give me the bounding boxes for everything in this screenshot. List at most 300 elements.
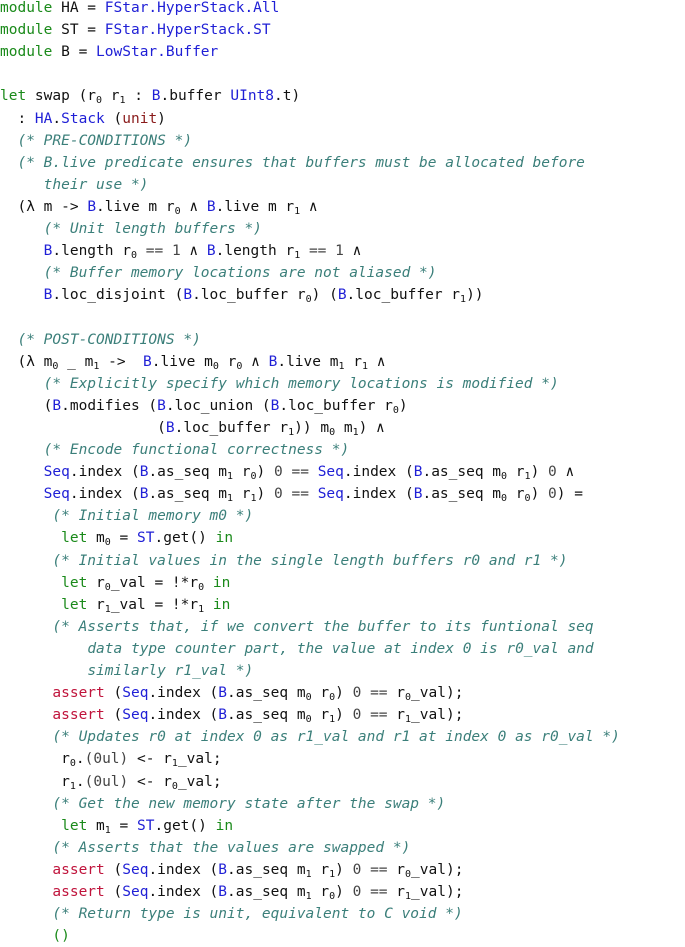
code-token (0, 508, 52, 524)
code-token: m (335, 419, 353, 436)
code-token: .as_seq m (227, 707, 306, 724)
code-token: m (87, 530, 105, 547)
code-token (0, 663, 87, 679)
code-token: .loc_buffer r (192, 287, 306, 304)
code-subscript: 0 (96, 95, 103, 107)
code-line (0, 439, 349, 461)
code-token: module (0, 44, 53, 61)
code-line (0, 793, 445, 815)
code-line (0, 682, 463, 704)
code-line (0, 461, 574, 483)
code-token: FStar.HyperStack.ST (104, 22, 271, 39)
code-token: _val); (411, 861, 464, 878)
code-token: B (52, 397, 62, 414)
code-subscript: 1 (405, 714, 412, 726)
code-token: .as_seq m (422, 486, 502, 503)
code-token: .index ( (343, 464, 414, 481)
code-token: ( (104, 110, 123, 127)
code-line (0, 108, 166, 130)
code-line (0, 505, 253, 527)
code-token (326, 243, 335, 259)
code-token: ∧ (367, 353, 386, 370)
code-token (0, 862, 52, 878)
code-subscript: 0 (329, 426, 336, 438)
code-token: B (143, 353, 152, 370)
code-subscript: 0 (501, 493, 508, 505)
code-token: assert (52, 685, 105, 702)
code-subscript: 1 (93, 360, 100, 372)
code-token: .live m (151, 353, 213, 370)
code-subscript: 1 (119, 95, 126, 107)
code-subscript: 0 (130, 250, 137, 262)
code-token (0, 928, 52, 944)
code-subscript: 0 (305, 714, 312, 726)
code-token: unit (122, 110, 158, 127)
code-token (361, 707, 370, 723)
code-token: .as_seq m (148, 486, 228, 503)
code-token (0, 597, 61, 613)
code-token: )) (466, 287, 484, 304)
code-subscript: 0 (305, 294, 312, 306)
code-token: .index ( (69, 486, 140, 503)
code-comment: (* B.live predicate ensures that buffers must be allocated before (17, 154, 585, 171)
code-token: Seq (122, 884, 149, 900)
code-subscript: 0 (198, 581, 205, 593)
code-token: in (215, 530, 234, 547)
code-token: ) (530, 464, 549, 481)
code-token (0, 155, 17, 171)
code-token (137, 243, 146, 259)
code-token: == (370, 685, 388, 702)
code-line (0, 903, 463, 925)
code-token (0, 840, 52, 856)
code-token: (0ul) (84, 773, 129, 790)
code-token: . (52, 110, 62, 127)
code-token (0, 265, 44, 281)
code-line (0, 0, 279, 19)
code-token: let (61, 817, 88, 834)
code-line (0, 262, 437, 284)
code-token (0, 332, 17, 348)
code-subscript: 1 (329, 714, 336, 726)
code-token: -> (99, 353, 144, 370)
code-subscript: 0 (236, 360, 243, 372)
code-line (0, 881, 463, 903)
code-subscript: 1 (104, 824, 111, 836)
code-token: ( (0, 397, 53, 414)
code-token (204, 597, 213, 613)
code-token: .index ( (343, 486, 414, 503)
code-token: _ m (58, 353, 94, 370)
code-comment: (* Unit length buffers *) (43, 221, 262, 237)
code-comment: (* Initial memory m0 *) (52, 508, 254, 525)
code-line (0, 218, 262, 240)
code-comment: (* Buffer memory locations are not aliased *) (43, 265, 437, 282)
code-token: B (206, 198, 216, 215)
code-token: LowStar.Buffer (96, 44, 219, 61)
code-comment: (* POST-CONDITIONS *) (17, 331, 201, 348)
code-token: HA = (52, 0, 105, 16)
code-comment: data type counter part, the value at index 0 is r0_val and (87, 640, 594, 657)
code-token: == (291, 464, 309, 481)
code-line (0, 594, 230, 616)
code-subscript: 1 (352, 426, 359, 438)
code-line (0, 174, 148, 196)
code-comment: (* PRE-CONDITIONS *) (17, 132, 193, 149)
code-subscript: 0 (392, 404, 399, 416)
code-token (0, 685, 52, 701)
code-token (0, 486, 44, 502)
code-subscript: 1 (69, 780, 76, 792)
code-subscript: 0 (171, 780, 178, 792)
code-token: ) = (556, 486, 583, 503)
code-comment: (* Initial values in the single length buffers r0 and r1 *) (52, 552, 568, 569)
code-token: in (212, 596, 231, 613)
code-token: B (413, 464, 423, 481)
code-line (0, 572, 230, 594)
code-token: B = (52, 44, 97, 61)
code-token: assert (52, 861, 105, 878)
code-token: B (139, 486, 149, 503)
code-subscript: 0 (104, 581, 111, 593)
code-token: .length r (52, 243, 131, 260)
code-token: _val; (177, 773, 222, 790)
code-token: Seq (122, 707, 149, 724)
code-token: r (344, 353, 362, 370)
code-token: _val); (411, 685, 464, 702)
code-token (0, 287, 44, 303)
code-token (0, 729, 52, 745)
code-token (0, 177, 44, 193)
code-line (0, 837, 410, 859)
code-subscript: 1 (524, 471, 531, 483)
code-token: = (110, 530, 138, 547)
code-line (0, 859, 463, 881)
code-line (0, 771, 222, 793)
code-token: ∧ (180, 243, 207, 260)
code-token: 0 (548, 464, 557, 481)
code-token: FStar.HyperStack.All (104, 0, 280, 16)
code-token: ( (104, 884, 123, 900)
code-token: ( (0, 419, 166, 436)
code-token: .as_seq m (227, 884, 306, 900)
code-token: == (370, 884, 388, 900)
code-comment: (* Encode functional correctness *) (43, 442, 350, 458)
code-token (0, 796, 52, 812)
code-token (361, 685, 370, 701)
code-token: (λ m -> (0, 198, 88, 215)
code-token: ) (530, 486, 549, 503)
code-token: ST (137, 530, 155, 547)
code-token: B (165, 419, 175, 436)
code-line (0, 704, 463, 726)
code-token: ST = (52, 22, 105, 39)
code-token: r (0, 773, 70, 790)
code-subscript: 1 (294, 250, 301, 262)
code-token: ) (335, 884, 353, 900)
code-token: == (291, 486, 309, 503)
code-subscript: 0 (104, 537, 111, 549)
code-subscript: 1 (329, 868, 336, 880)
code-token: ) (335, 707, 353, 724)
code-token: module (0, 22, 53, 39)
code-token: _val); (411, 707, 464, 724)
code-token (309, 464, 318, 480)
code-subscript: 1 (305, 868, 312, 880)
code-token (309, 486, 318, 502)
code-subscript: 0 (329, 692, 336, 704)
code-token: B (87, 198, 97, 215)
code-token: m (87, 817, 105, 834)
code-token: ) (335, 685, 353, 702)
code-line (0, 329, 201, 351)
code-token: == (370, 861, 388, 878)
code-comment: their use *) (43, 176, 149, 193)
code-token (0, 575, 61, 591)
code-token: B (206, 243, 216, 260)
code-token: r (233, 464, 251, 481)
code-token: _val = !*r (110, 574, 199, 591)
code-token: ) (256, 486, 275, 503)
code-token: . (75, 773, 85, 790)
code-token: r (387, 685, 406, 702)
code-subscript: 0 (212, 360, 219, 372)
code-token: assert (52, 884, 105, 900)
code-line (0, 616, 594, 638)
code-subscript: 0 (69, 758, 76, 770)
code-token (0, 464, 44, 480)
code-token: B (218, 884, 228, 900)
code-subscript: 0 (329, 891, 336, 902)
code-token (0, 818, 61, 834)
code-subscript: 1 (227, 471, 234, 483)
code-token: ( (104, 685, 123, 702)
code-line (0, 395, 408, 417)
code-token: Seq (317, 464, 344, 481)
code-subscript: 0 (501, 471, 508, 483)
code-token: B (43, 287, 53, 304)
code-token: .index ( (148, 685, 219, 702)
code-token: let (61, 596, 88, 613)
code-line (0, 85, 300, 107)
code-token: B (268, 353, 278, 370)
code-token: r (507, 464, 525, 481)
code-token (163, 243, 172, 259)
code-token: B (218, 707, 228, 724)
code-token: r (218, 353, 237, 370)
code-token: 0 (352, 707, 362, 724)
code-token (361, 862, 370, 878)
code-token: == (145, 243, 164, 260)
code-token: ( (104, 861, 123, 878)
code-token: .get() (154, 530, 216, 547)
code-token: Seq (122, 685, 149, 702)
code-token (0, 243, 44, 259)
code-token (0, 619, 52, 635)
code-subscript: 1 (305, 891, 312, 902)
code-token: .loc_disjoint ( (52, 287, 184, 304)
code-token (300, 243, 309, 259)
code-token: )) m (294, 419, 330, 436)
code-comment: (* Get the new memory state after the swap *) (52, 795, 446, 812)
code-token: r (87, 574, 105, 591)
code-token: B (218, 685, 228, 702)
code-line (0, 373, 559, 395)
code-token: .as_seq m (227, 861, 306, 878)
code-token: .index ( (148, 707, 219, 724)
code-token: B (157, 397, 166, 414)
code-token: Seq (122, 861, 149, 878)
code-line (0, 152, 585, 174)
code-subscript: 1 (250, 493, 257, 505)
code-token (0, 221, 44, 237)
code-token: assert (52, 707, 105, 724)
code-token: .t) (274, 88, 301, 105)
code-line (0, 925, 70, 947)
code-token: 0 (352, 685, 362, 702)
code-token: ST (137, 817, 155, 834)
code-token: ) ( (311, 287, 338, 304)
code-token: .index ( (148, 861, 219, 878)
code-token: .loc_buffer r (279, 397, 393, 414)
code-line (0, 19, 271, 41)
code-token: .length r (215, 243, 295, 260)
code-token: 1 (171, 243, 181, 260)
code-token: B (43, 243, 53, 260)
code-subscript: 1 (405, 891, 412, 902)
code-token: .index ( (69, 464, 140, 481)
code-token: . (75, 751, 85, 768)
code-line (0, 660, 253, 682)
code-subscript: 0 (52, 360, 59, 372)
code-token (0, 906, 52, 922)
code-token: r (387, 884, 406, 900)
code-token (0, 133, 17, 149)
code-subscript: 0 (174, 205, 181, 217)
code-token: _val = !*r (110, 596, 199, 613)
code-token (0, 884, 52, 900)
code-token: ( (104, 707, 123, 724)
code-token (0, 553, 52, 569)
code-subscript: 0 (250, 471, 257, 483)
code-token: _val); (411, 884, 464, 900)
code-token: B (270, 397, 280, 414)
code-token: ) (335, 861, 353, 878)
code-subscript: 1 (104, 603, 111, 615)
code-token: B (139, 464, 149, 481)
code-token: .as_seq m (227, 685, 306, 702)
code-token: .live m r (215, 198, 295, 215)
code-token: .loc_union ( (165, 397, 271, 414)
code-token: r (233, 486, 251, 503)
code-subscript: 0 (524, 493, 531, 505)
code-comment: similarly r1_val *) (87, 663, 254, 679)
code-token: ∧ (556, 464, 575, 481)
code-line (0, 196, 318, 218)
code-subscript: 0 (305, 692, 312, 704)
code-comment: (* Return type is unit, equivalent to C void *) (52, 906, 463, 923)
code-line (0, 726, 620, 748)
code-subscript: 0 (405, 868, 412, 880)
code-token: 0 (274, 464, 283, 481)
code-token (0, 641, 87, 657)
code-subscript: 1 (171, 758, 178, 770)
code-line (0, 748, 222, 770)
code-token: .as_seq m (422, 464, 502, 481)
code-token: B (183, 287, 193, 304)
code-subscript: 1 (294, 205, 301, 217)
code-token: 0 (274, 486, 283, 503)
code-token (0, 376, 44, 392)
code-subscript: 1 (361, 360, 368, 372)
code-token: .index ( (148, 884, 219, 900)
code-token: (λ m (0, 353, 53, 370)
code-token: in (212, 574, 231, 591)
code-line (0, 527, 233, 549)
code-token: B (218, 861, 228, 878)
code-token: ∧ (242, 353, 269, 370)
code-token: 0 (352, 861, 362, 878)
code-token: .loc_buffer r (174, 419, 289, 436)
code-token: ) (157, 110, 166, 127)
code-token: ) (398, 397, 408, 414)
code-line (0, 351, 385, 373)
code-token: r (311, 707, 330, 724)
code-token: let (61, 574, 88, 591)
code-subscript: 1 (198, 603, 205, 615)
code-token: Seq (43, 464, 70, 481)
code-token: let (0, 88, 27, 105)
code-token (361, 884, 370, 900)
code-token: == (308, 243, 327, 260)
code-subscript: 1 (227, 493, 234, 505)
code-token: = (110, 817, 138, 834)
code-token: ) ∧ (358, 419, 385, 436)
code-line (0, 41, 218, 63)
code-token: r (507, 486, 525, 503)
code-token: ) (256, 464, 275, 481)
code-token: .buffer (160, 88, 231, 105)
code-token (204, 575, 213, 591)
code-token: swap (r (26, 88, 97, 105)
code-token: in (215, 817, 234, 834)
code-token: .as_seq m (148, 464, 228, 481)
code-token (0, 707, 52, 723)
code-token: UInt8 (230, 88, 275, 105)
code-token: r (0, 751, 70, 768)
code-comment: (* Updates r0 at index 0 as r1_val and r1 at index 0 as r0_val *) (52, 729, 620, 746)
code-token: : (125, 88, 152, 105)
code-token: ∧ (300, 198, 318, 215)
code-line (0, 130, 192, 152)
code-line (0, 284, 484, 306)
code-token: : (0, 110, 35, 127)
code-token: == (370, 707, 388, 724)
code-token: <- r (128, 773, 172, 790)
code-token: Seq (43, 486, 70, 503)
code-token: r (387, 861, 406, 878)
code-token: 1 (335, 243, 344, 260)
code-token: r (311, 884, 330, 900)
code-token: ∧ (180, 198, 207, 215)
code-token: HA (34, 110, 53, 127)
code-token: r (311, 861, 330, 878)
code-token (0, 442, 44, 458)
code-subscript: 1 (338, 360, 345, 372)
code-token: r (102, 88, 120, 105)
code-token: .loc_buffer r (346, 287, 461, 304)
code-subscript: 0 (405, 692, 412, 704)
